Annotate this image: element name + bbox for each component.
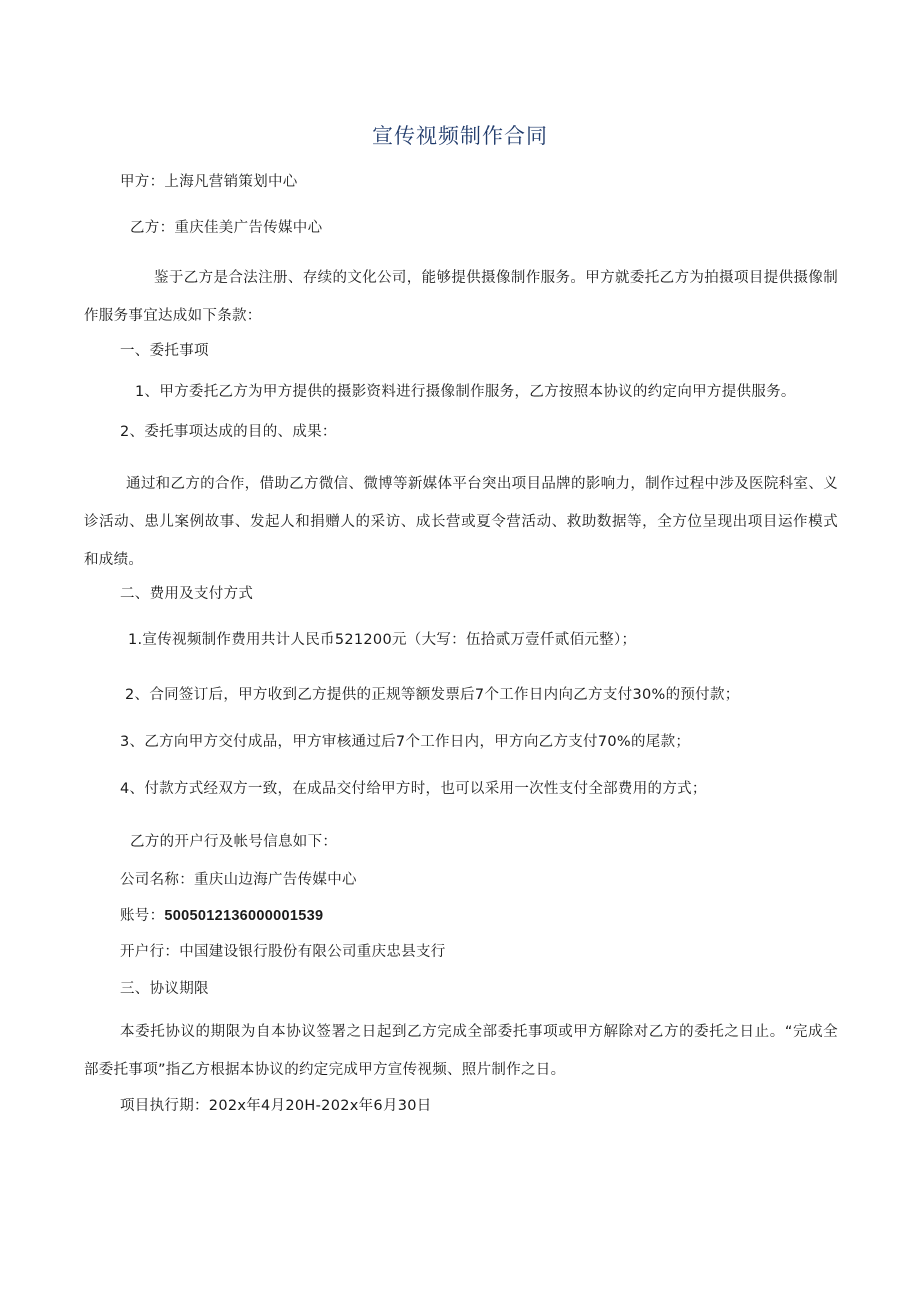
section2-item3: 3、乙方向甲方交付成品，甲方审核通过后7个工作日内，甲方向乙方支付70%的尾款； bbox=[120, 734, 691, 750]
project-period: 项目执行期：202x年4月20H-202x年6月30日 bbox=[120, 1098, 432, 1114]
section1-heading: 一、委托事项 bbox=[120, 343, 209, 359]
section2-item1: 1.宣传视频制作费用共计人民币521200元（大写：伍拾贰万壹仟贰佰元整）； bbox=[128, 632, 637, 648]
section1-detail: 通过和乙方的合作，借助乙方微信、微博等新媒体平台突出项目品牌的影响力，制作过程中涉及医院科室、义诊活动、患儿案例故事、发起人和捐赠人的采访、成长营或夏令营活动、救助数据等，全方位呈现出项目运作模式和成绩。 bbox=[84, 476, 838, 568]
bank-account-number: 5005012136000001539 bbox=[164, 908, 324, 924]
section3-body: 本委托协议的期限为自本协议签署之日起到乙方完成全部委托事项或甲方解除对乙方的委托之日止。“完成全部委托事项”指乙方根据本协议的约定完成甲方宣传视频、照片制作之日。 bbox=[84, 1024, 838, 1078]
bank-company-label: 公司名称： bbox=[120, 872, 194, 888]
section2-heading: 二、费用及支付方式 bbox=[120, 586, 254, 602]
intro-paragraph: 鉴于乙方是合法注册、存续的文化公司，能够提供摄像制作服务。甲方就委托乙方为拍摄项目提供摄像制作服务事宜达成如下条款： bbox=[84, 270, 838, 324]
section2-item2: 2、合同签订后，甲方收到乙方提供的正规等额发票后7个工作日内向乙方支付30%的预付款； bbox=[125, 687, 740, 703]
section1-item2: 2、委托事项达成的目的、成果： bbox=[120, 424, 337, 440]
bank-company-row bbox=[120, 870, 357, 890]
bank-company-name: 重庆山边海广告传媒中心 bbox=[194, 872, 357, 888]
bank-account-row bbox=[120, 906, 323, 926]
party-a: 甲方：上海凡营销策划中心 bbox=[120, 174, 298, 190]
bank-branch-name: 中国建设银行股份有限公司重庆忠县支行 bbox=[179, 944, 446, 960]
document-title: 宣传视频制作合同 bbox=[372, 124, 548, 148]
section1-item1: 1、甲方委托乙方为甲方提供的摄影资料进行摄像制作服务，乙方按照本协议的约定向甲方提供服务。 bbox=[135, 384, 796, 400]
section3-heading: 三、协议期限 bbox=[120, 981, 209, 997]
section2-item4: 4、付款方式经双方一致，在成品交付给甲方时，也可以采用一次性支付全部费用的方式； bbox=[120, 781, 707, 797]
bank-branch-row bbox=[120, 942, 446, 962]
bank-branch-label: 开户行： bbox=[120, 944, 180, 960]
bank-intro: 乙方的开户行及帐号信息如下： bbox=[130, 834, 338, 850]
party-b: 乙方：重庆佳美广告传媒中心 bbox=[130, 220, 323, 236]
bank-account-label: 账号： bbox=[120, 908, 165, 924]
